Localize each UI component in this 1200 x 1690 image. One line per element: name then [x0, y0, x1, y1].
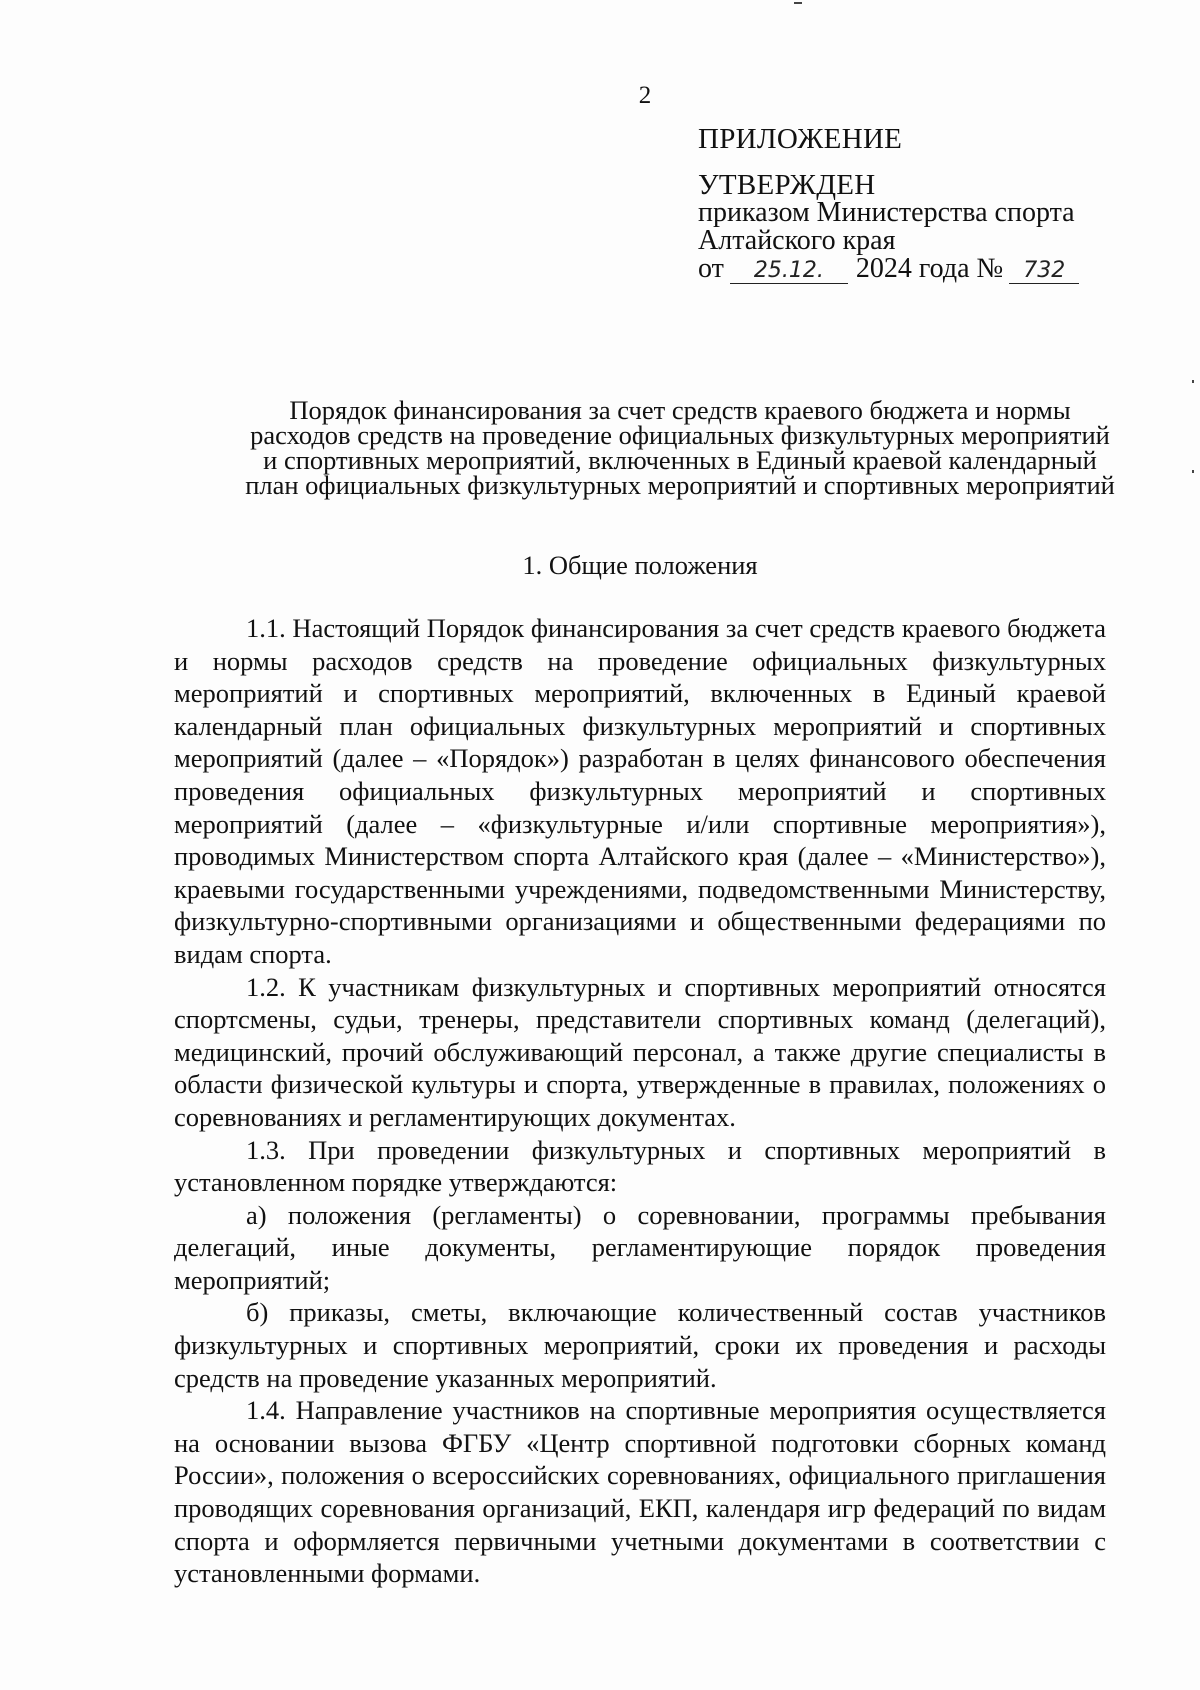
body-text	[174, 612, 1106, 1590]
approved-label: УТВЕРЖДЕН	[698, 169, 876, 201]
appendix-label: ПРИЛОЖЕНИЕ	[698, 123, 903, 155]
approval-block	[698, 125, 1118, 284]
page-number: 2	[638, 82, 652, 109]
approval-region-line: Алтайского края	[698, 225, 896, 256]
handwritten-order-number: 732	[1009, 259, 1079, 284]
scan-speck	[1192, 380, 1194, 383]
section-heading: 1. Общие положения	[522, 550, 758, 580]
approval-order-line: приказом Министерства спорта	[698, 197, 1075, 228]
approval-date-line	[698, 255, 1118, 284]
scan-speck	[1192, 470, 1194, 473]
year-text: 2024 года №	[855, 253, 1004, 284]
paragraph-1-3-a: а) положения (регламенты) о соревновании, программы пребывания делегаций, иные документы, регламентирующие порядок проведения мероприятий;	[174, 1199, 1106, 1295]
paragraph-1-3-b: б) приказы, сметы, включающие количественный состав участников физкультурных и спортивных мероприятий, сроки их проведения и расходы средств на проведение указанных мероприятий.	[174, 1297, 1106, 1393]
date-prefix: от	[698, 253, 724, 284]
document-title: Порядок финансирования за счет средств краевого бюджета и нормы расходов средств на проведение официальных физкультурных мероприятий и спортивных мероприятий, включенных в Единый краевой календарный план официальных физкультурных мероприятий и спортивных мероприятий	[245, 395, 1115, 500]
scan-speck	[794, 2, 802, 4]
paragraph-1-3: 1.3. При проведении физкультурных и спортивных мероприятий в установленном порядке утверждаются:	[174, 1134, 1106, 1198]
paragraph-1-2: 1.2. К участникам физкультурных и спортивных мероприятий относятся спортсмены, судьи, тренеры, представители спортивных команд (делегаций), медицинский, прочий обслуживающий персонал, а также другие специалисты в области физической культуры и спорта, утвержденные в правилах, положениях о соревнованиях и регламентирующих документах.	[174, 971, 1106, 1132]
handwritten-date: 25.12.	[730, 259, 848, 284]
paragraph-1-4: 1.4. Направление участников на спортивные мероприятия осуществляется на основании вызова ФГБУ «Центр спортивной подготовки сборных команд России», положения о всероссийских соревнованиях, официального приглашения проводящих соревнования организаций, ЕКП, календаря игр федераций по видам спорта и оформляется первичными учетными документами в соответствии с установленными формами.	[174, 1395, 1106, 1589]
paragraph-1-1: 1.1. Настоящий Порядок финансирования за счет средств краевого бюджета и нормы расходов средств на проведение официальных физкультурных мероприятий и спортивных мероприятий, включенных в Единый краевой календарный план официальных физкультурных мероприятий и спортивных мероприятий (далее – «Порядок») разработан в целях финансового обеспечения проведения официальных физкультурных мероприятий и спортивных мероприятий (далее – «физкультурные и/или спортивные мероприятия»), проводимых Министерством спорта Алтайского края (далее – «Министерство»), краевыми государственными учреждениями, подведомственными Министерству, физкультурно-спортивными организациями и общественными федерациями по видам спорта.	[174, 613, 1106, 969]
